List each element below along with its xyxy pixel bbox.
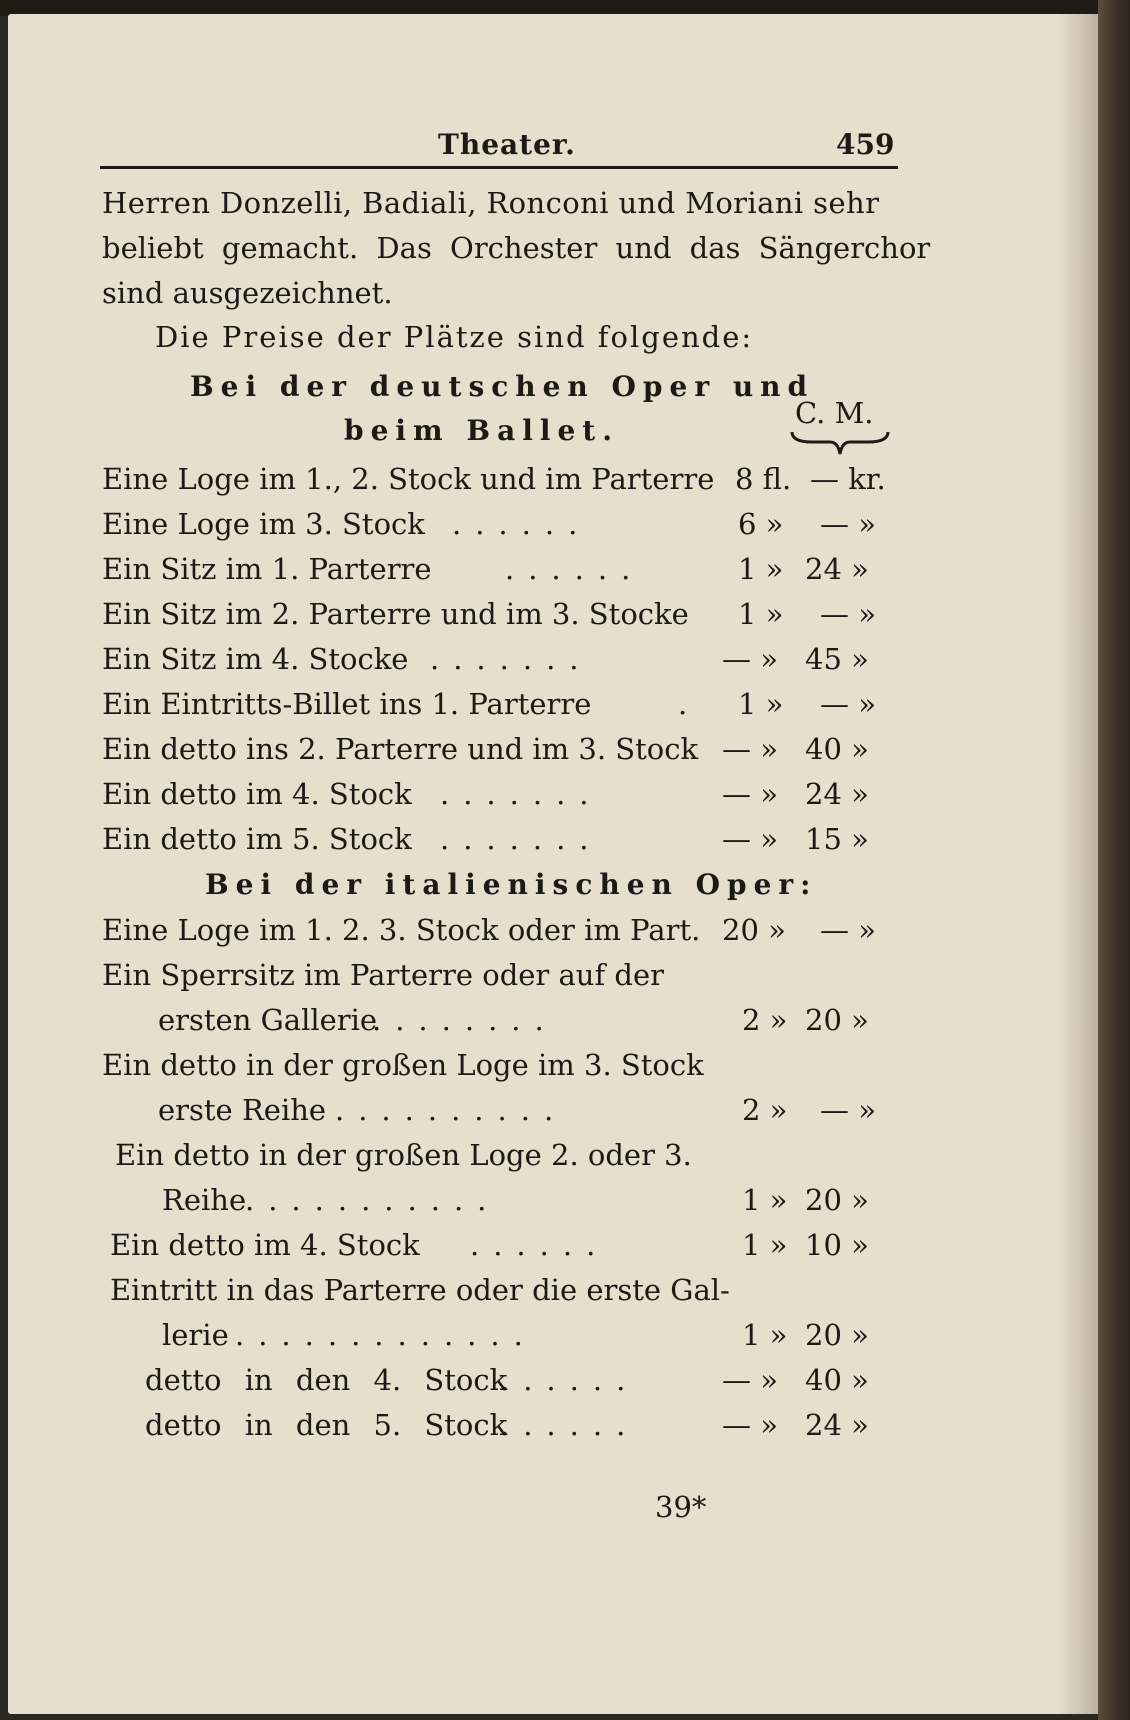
price-row-label: Eintritt in das Parterre oder die erste Gal- — [110, 1273, 730, 1307]
dot-leader: ...... — [470, 1228, 610, 1262]
price-row-kr: — » — [820, 1093, 876, 1127]
price-row-label: Ein Eintritts-Billet ins 1. Parterre — [102, 687, 592, 721]
dot-leader: ...... — [500, 1408, 640, 1442]
price-row-kr: — » — [820, 597, 876, 631]
dot-leader: . — [678, 687, 702, 721]
intro-line-2: beliebt gemacht. Das Orchester und das Sängerchor — [102, 231, 931, 265]
intro-line-1: Herren Donzelli, Badiali, Ronconi und Moriani sehr — [102, 186, 880, 220]
dot-leader: ...... — [505, 552, 645, 586]
price-row-label: Ein detto im 4. Stock — [102, 777, 412, 811]
price-row-fl: — » — [722, 642, 778, 676]
header-rule — [100, 166, 898, 169]
price-row-fl: 1 » — [742, 1183, 788, 1217]
price-row-label-continued: ersten Gallerie — [158, 1003, 378, 1037]
price-row-fl: 2 » — [742, 1003, 788, 1037]
signature-mark: 39* — [655, 1490, 707, 1524]
price-row-label-continued: lerie — [162, 1318, 229, 1352]
price-row-kr: — » — [820, 913, 876, 947]
price-row-kr: 20 » — [805, 1003, 869, 1037]
price-row-fl: — » — [722, 732, 778, 766]
dot-leader: ........... — [245, 1183, 501, 1217]
price-row-fl: 2 » — [742, 1093, 788, 1127]
price-row-kr: 45 » — [805, 642, 869, 676]
price-row-fl: 1 » — [742, 1318, 788, 1352]
price-row-label: Eine Loge im 1. 2. 3. Stock oder im Part. — [102, 913, 701, 947]
dot-leader: ...... — [500, 1363, 640, 1397]
price-row-label: Eine Loge im 1., 2. Stock und im Parterre — [102, 462, 715, 496]
dot-leader: .......... — [335, 1093, 568, 1127]
page-number: 459 — [836, 128, 895, 161]
price-row-label: detto in den 5. Stock — [145, 1408, 508, 1442]
book-spine — [1098, 0, 1130, 1720]
italian-heading: Bei der italienischen Oper: — [205, 868, 818, 901]
running-header: Theater. — [438, 128, 576, 161]
book-page — [8, 14, 1098, 1714]
price-row-fl: 8 fl. — [735, 462, 792, 496]
price-row-label: Ein detto im 4. Stock — [110, 1228, 420, 1262]
price-row-kr: 10 » — [805, 1228, 869, 1262]
intro-line-3: sind ausgezeichnet. — [102, 276, 393, 310]
price-row-fl: — » — [722, 1408, 778, 1442]
price-row-kr: — kr. — [810, 462, 886, 496]
price-row-kr: 20 » — [805, 1318, 869, 1352]
price-row-fl: 6 » — [738, 507, 784, 541]
price-row-kr: — » — [820, 507, 876, 541]
dot-leader: ............. — [235, 1318, 537, 1352]
price-row-kr: 40 » — [805, 1363, 869, 1397]
dot-leader: ....... — [440, 777, 603, 811]
curly-brace-icon — [790, 428, 890, 458]
price-row-label: detto in den 4. Stock — [145, 1363, 508, 1397]
price-row-kr: — » — [820, 687, 876, 721]
dot-leader: ....... — [430, 642, 593, 676]
price-row-label: Ein Sitz im 4. Stocke — [102, 642, 409, 676]
price-row-kr: 15 » — [805, 822, 869, 856]
dot-leader: ....... — [440, 822, 603, 856]
price-row-kr: 20 » — [805, 1183, 869, 1217]
price-row-fl: 1 » — [738, 687, 784, 721]
price-row-label-continued: erste Reihe — [158, 1093, 327, 1127]
price-row-fl: — » — [722, 822, 778, 856]
price-row-fl: — » — [722, 777, 778, 811]
price-row-fl: 20 » — [722, 913, 786, 947]
price-row-label: Ein Sitz im 1. Parterre — [102, 552, 432, 586]
price-row-label: Ein Sperrsitz im Parterre oder auf der — [102, 958, 665, 992]
price-row-label: Eine Loge im 3. Stock — [102, 507, 425, 541]
price-row-label: Ein detto ins 2. Parterre und im 3. Stock — [102, 732, 699, 766]
price-row-fl: 1 » — [738, 552, 784, 586]
price-row-kr: 40 » — [805, 732, 869, 766]
price-row-fl: — » — [722, 1363, 778, 1397]
german-heading-line-1: Bei der deutschen Oper und — [190, 370, 815, 403]
price-row-kr: 24 » — [805, 777, 869, 811]
price-row-label-continued: Reihe — [162, 1183, 247, 1217]
price-row-kr: 24 » — [805, 1408, 869, 1442]
price-row-fl: 1 » — [742, 1228, 788, 1262]
currency-label: C. M. — [795, 396, 874, 430]
price-row-label: Ein detto im 5. Stock — [102, 822, 412, 856]
price-row-label: Ein Sitz im 2. Parterre und im 3. Stocke — [102, 597, 689, 631]
price-row-fl: 1 » — [738, 597, 784, 631]
prices-intro: Die Preise der Plätze sind folgende: — [155, 320, 754, 354]
price-row-label: Ein detto in der großen Loge 2. oder 3. — [115, 1138, 692, 1172]
price-row-kr: 24 » — [805, 552, 869, 586]
price-row-label: Ein detto in der großen Loge im 3. Stock — [102, 1048, 704, 1082]
dot-leader: ........ — [372, 1003, 558, 1037]
dot-leader: ...... — [452, 507, 592, 541]
german-heading-line-2: beim Ballet. — [344, 414, 619, 447]
